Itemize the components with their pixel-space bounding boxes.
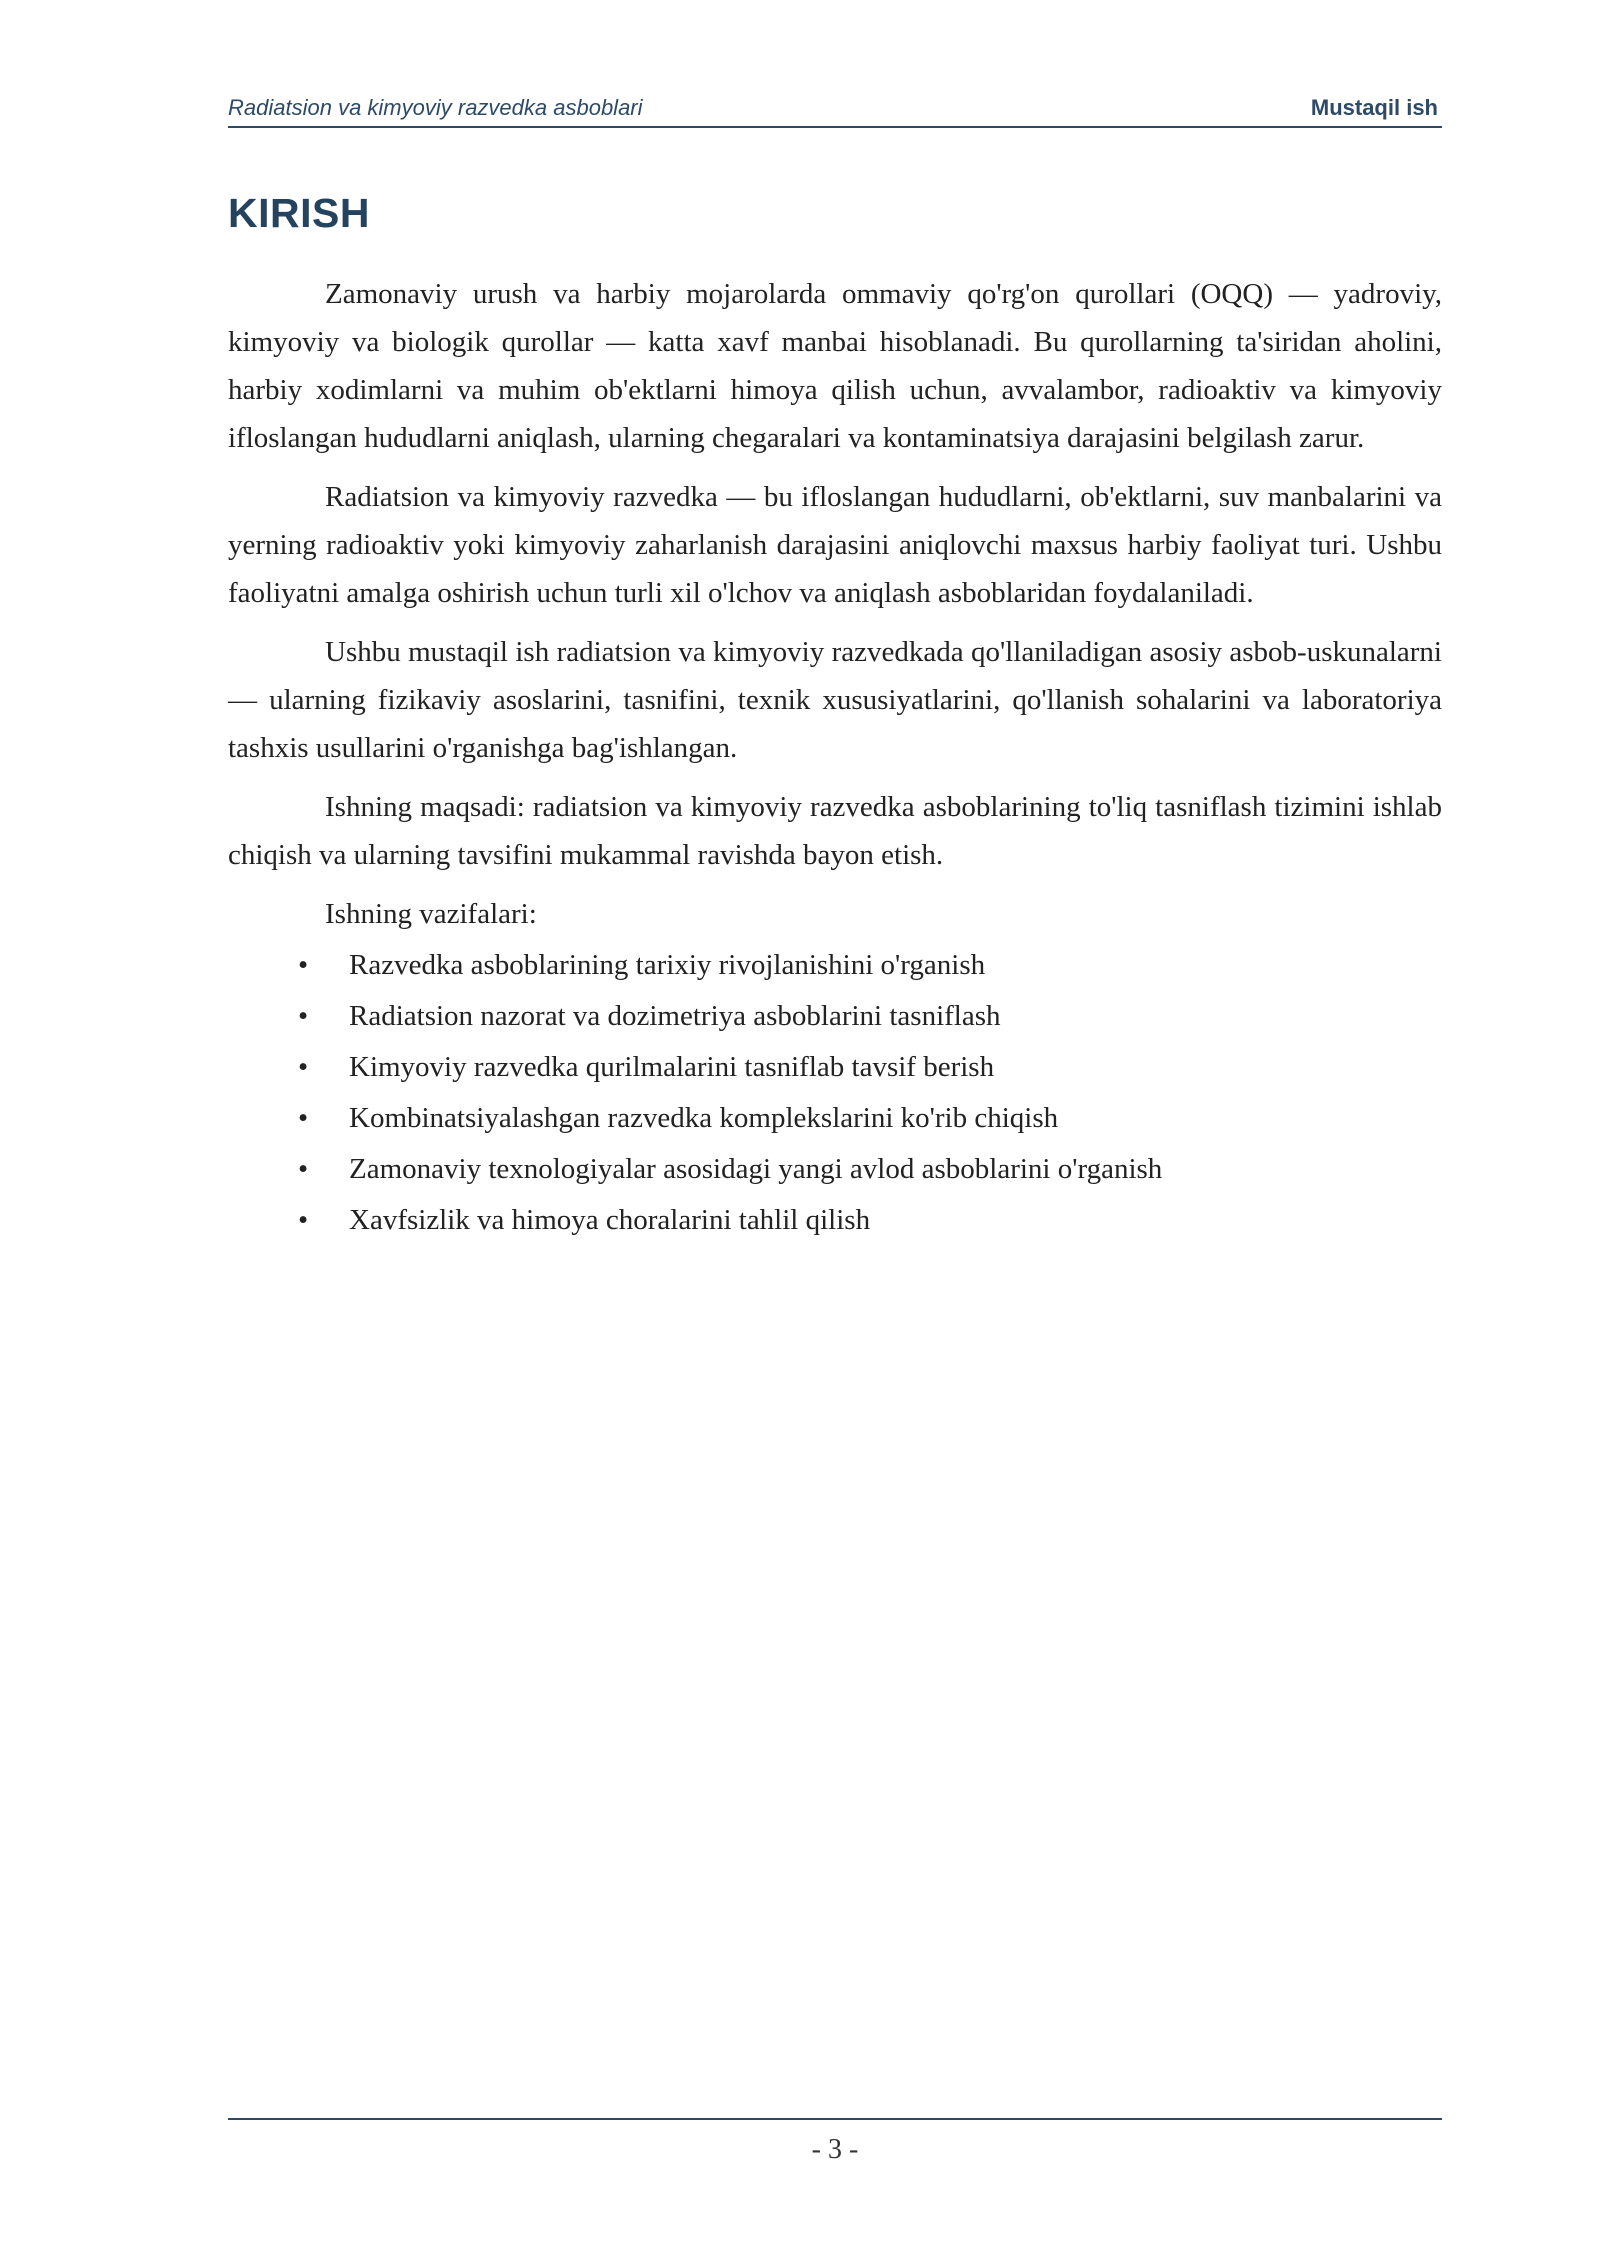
header-document-type: Mustaqil ish	[1310, 95, 1438, 120]
bullet-icon: •	[298, 1153, 309, 1185]
list-item-text: Zamonaviy texnologiyalar asosidagi yangi avlod asboblarini o'rganish	[349, 1153, 1163, 1185]
bullet-icon: •	[298, 1000, 309, 1032]
list-item	[228, 1093, 1442, 1144]
section-body	[228, 270, 1442, 1246]
paragraph-goal: Ishning maqsadi: radiatsion va kimyoviy razvedka asboblarining to'liq tasniflash tizimini ishlab chiqish va ularning tavsifini mukammal ravishda bayon etish.	[228, 791, 1442, 871]
list-item-text: Razvedka asboblarining tarixiy rivojlanishini o'rganish	[349, 949, 986, 981]
section-heading: KIRISH	[228, 190, 370, 236]
bullet-icon: •	[298, 1051, 309, 1083]
list-item	[228, 1144, 1442, 1195]
task-list	[228, 940, 1442, 1246]
page-header	[228, 92, 1442, 128]
list-item	[228, 991, 1442, 1042]
list-item	[228, 1042, 1442, 1093]
page-number: - 3 -	[811, 2134, 859, 2165]
bullet-icon: •	[298, 949, 309, 981]
list-item-text: Kombinatsiyalashgan razvedka komplekslarini ko'rib chiqish	[349, 1102, 1059, 1134]
list-item-text: Radiatsion nazorat va dozimetriya asboblarini tasniflash	[349, 1000, 1001, 1032]
paragraph-intro: Zamonaviy urush va harbiy mojarolarda ommaviy qo'rg'on qurollari (OQQ) — yadroviy, kimyoviy va biologik qurollar — katta xavf manbai hisoblanadi. Bu qurollarning ta'siridan aholini, harbiy xodimlarni va muhim ob'ektlarni himoya qilish uchun, avvalambor, radioaktiv va kimyoviy ifloslangan hududlarni aniqlash, ularning chegaralari va kontaminatsiya darajasini belgilash zarur.	[228, 278, 1442, 454]
list-item-text: Xavfsizlik va himoya choralarini tahlil qilish	[349, 1204, 871, 1236]
paragraph-scope: Ushbu mustaqil ish radiatsion va kimyoviy razvedkada qo'llaniladigan asosiy asbob-uskunalarni — ularning fizikaviy asoslarini, tasnifini, texnik xususiyatlarini, qo'llanish sohalarini va laboratoriya tashxis usullarini o'rganishga bag'ishlangan.	[228, 636, 1442, 764]
page-footer	[228, 2118, 1442, 2166]
paragraph-tasks-title: Ishning vazifalari:	[325, 898, 537, 930]
header-document-title: Radiatsion va kimyoviy razvedka asboblari	[228, 95, 643, 120]
paragraph-definition: Radiatsion va kimyoviy razvedka — bu ifloslangan hududlarni, ob'ektlarni, suv manbalarini va yerning radioaktiv yoki kimyoviy zaharlanish darajasini aniqlovchi maxsus harbiy faoliyat turi. Ushbu faoliyatni amalga oshirish uchun turli xil o'lchov va aniqlash asboblaridan foydalaniladi.	[228, 481, 1442, 609]
bullet-icon: •	[298, 1102, 309, 1134]
list-item-text: Kimyoviy razvedka qurilmalarini tasniflab tavsif berish	[349, 1051, 995, 1083]
bullet-icon: •	[298, 1204, 309, 1236]
list-item	[228, 940, 1442, 991]
list-item	[228, 1195, 1442, 1246]
